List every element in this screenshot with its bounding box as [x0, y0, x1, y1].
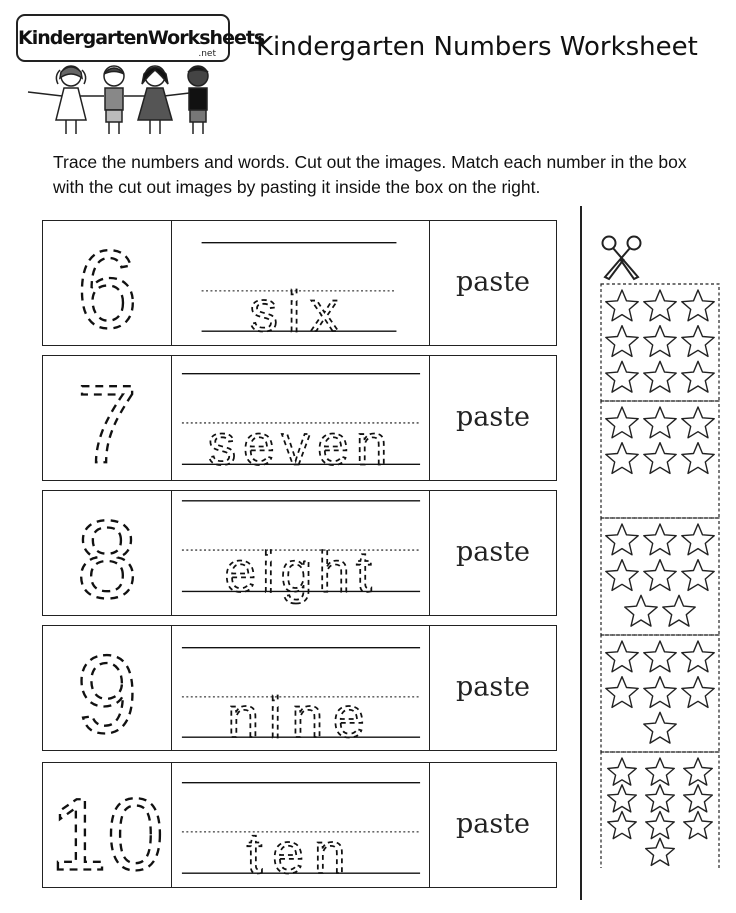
paste-label: paste — [455, 536, 531, 568]
svg-text:eight: eight — [224, 540, 378, 605]
star-icon — [608, 785, 637, 812]
svg-text:six: six — [249, 280, 349, 345]
logo-suffix: .net — [198, 49, 216, 59]
star-icon — [682, 361, 714, 392]
svg-text:7: 7 — [76, 363, 138, 480]
star-icon — [663, 595, 695, 626]
star-icon — [606, 290, 638, 321]
star-icon — [606, 361, 638, 392]
paste-box[interactable] — [429, 220, 557, 346]
star-icon — [644, 407, 676, 438]
word-box — [172, 490, 429, 616]
traced-number — [43, 221, 171, 345]
traced-number — [43, 356, 171, 480]
star-icon — [684, 785, 713, 812]
paste-label: paste — [455, 266, 531, 298]
star-icon — [644, 290, 676, 321]
scissors-icon — [598, 233, 646, 283]
star-icon — [644, 326, 676, 357]
tracing-row-six — [42, 220, 557, 346]
star-icon — [682, 641, 714, 672]
star-icon — [606, 560, 638, 591]
star-icon — [644, 361, 676, 392]
star-icon — [682, 524, 714, 555]
star-icon — [644, 677, 676, 708]
number-box — [42, 762, 172, 888]
tracing-row-seven — [42, 355, 557, 481]
paste-box[interactable] — [429, 762, 557, 888]
divider-line — [580, 206, 582, 900]
number-box — [42, 490, 172, 616]
tracing-row-ten — [42, 762, 557, 888]
tracing-row-eight — [42, 490, 557, 616]
star-icon — [606, 641, 638, 672]
star-icon — [606, 524, 638, 555]
traced-word — [172, 221, 429, 345]
star-icon — [646, 785, 675, 812]
paste-box[interactable] — [429, 625, 557, 751]
kids-illustration — [22, 62, 218, 140]
traced-number — [43, 763, 171, 887]
star-icon — [606, 326, 638, 357]
tracing-row-nine — [42, 625, 557, 751]
star-icon — [608, 758, 637, 785]
paste-label: paste — [455, 671, 531, 703]
word-box — [172, 220, 429, 346]
star-icon — [625, 595, 657, 626]
site-logo — [16, 14, 265, 62]
star-icon — [682, 326, 714, 357]
star-icon — [644, 443, 676, 474]
star-icon — [684, 758, 713, 785]
paste-box[interactable] — [429, 355, 557, 481]
star-icon — [606, 407, 638, 438]
star-icon — [684, 812, 713, 839]
svg-text:10: 10 — [50, 776, 164, 887]
traced-word — [172, 763, 429, 887]
svg-text:nine: nine — [227, 686, 375, 750]
svg-text:8: 8 — [76, 498, 138, 615]
traced-word — [172, 626, 429, 750]
star-icon — [682, 560, 714, 591]
svg-text:ten: ten — [246, 822, 356, 887]
star-icon — [682, 677, 714, 708]
word-box — [172, 355, 429, 481]
star-icon — [646, 758, 675, 785]
svg-text:seven: seven — [207, 413, 395, 478]
number-box — [42, 355, 172, 481]
star-icon — [646, 838, 675, 865]
traced-word — [172, 356, 429, 480]
logo-text: KindergartenWorksheets — [18, 27, 265, 49]
paste-label: paste — [455, 808, 531, 840]
star-icon — [646, 812, 675, 839]
traced-number — [43, 626, 171, 750]
star-icon — [682, 407, 714, 438]
star-icon — [644, 641, 676, 672]
instructions-text: Trace the numbers and words. Cut out the images. Match each number in the box with the cut out images by pasting it inside the box on the right. — [53, 152, 687, 197]
word-box — [172, 762, 429, 888]
page-title: Kindergarten Numbers Worksheet — [256, 32, 698, 62]
paste-label: paste — [455, 401, 531, 433]
star-icon — [606, 443, 638, 474]
star-icon — [606, 677, 638, 708]
paste-box[interactable] — [429, 490, 557, 616]
svg-text:9: 9 — [76, 633, 138, 750]
traced-number — [43, 491, 171, 615]
star-icon — [644, 560, 676, 591]
svg-text:6: 6 — [76, 228, 138, 345]
cutout-cards — [600, 283, 720, 868]
star-icon — [608, 812, 637, 839]
star-icon — [682, 443, 714, 474]
number-box — [42, 220, 172, 346]
number-box — [42, 625, 172, 751]
star-icon — [682, 290, 714, 321]
word-box — [172, 625, 429, 751]
star-icon — [644, 524, 676, 555]
traced-word — [172, 491, 429, 615]
star-icon — [644, 712, 676, 743]
